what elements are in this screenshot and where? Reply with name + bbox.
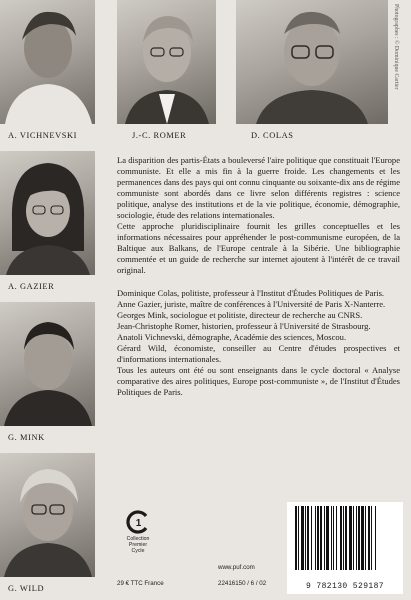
- publisher-url: www.puf.com: [218, 564, 255, 571]
- author-bio-mink: Georges Mink, sociologue et politiste, directeur de recherche au CNRS.: [117, 309, 363, 320]
- logo-letter: 1: [135, 518, 142, 529]
- barcode: [287, 502, 403, 594]
- caption-mink: G. MINK: [8, 433, 45, 442]
- back-cover-text: [117, 155, 400, 398]
- portrait-romer: [117, 0, 216, 124]
- collection-c-icon: [126, 510, 150, 534]
- price: 29 € TTC France: [117, 580, 164, 587]
- portrait-wild: [0, 453, 95, 577]
- caption-wild: G. WILD: [8, 584, 45, 593]
- photo-wild: [0, 453, 95, 577]
- logo-line-3: Cycle: [131, 548, 145, 554]
- collection-logo: [117, 510, 159, 570]
- summary-paragraph-2: Cette approche pluridisciplinaire fournit les grilles conceptuelles et les informations nécessaires pour appréhender le post-communisme européen, de la Baltique aux Balkans, de l'Europe centrale à la Sibérie. Une bibliographie commentée et un guide de recherche sur internet ajoutent à l'intérêt de ce travail original.: [117, 221, 400, 276]
- caption-vichnevski: A. VICHNEVSKI: [8, 131, 78, 140]
- authors-teaching-note: Tous les auteurs ont été ou sont enseignants dans le cycle doctoral « Analyse comparative des aires politiques, Europe post-communiste », de l'Institut d'Études Politiques de Paris.: [117, 364, 400, 397]
- summary-paragraph-1: La disparition des partis-États a bouleversé l'aire politique que constituait l'Europe communiste. Et elle a mis fin à la guerre froide. Les changements et les permanences dans des pays qui ont connu cinquante ou soixante-dix ans de régime communiste sont abordés dans ce livre selon différents registres : science politique, analyse des institutions et de la vie politique, économie, démographie, sociologie, étude des relations internationales.: [117, 155, 400, 221]
- logo-text: [117, 536, 159, 554]
- portrait-colas: [236, 0, 388, 124]
- photo-mink: [0, 302, 95, 426]
- portrait-mink: [0, 302, 95, 426]
- photo-colas: [236, 0, 388, 124]
- barcode-bars-icon: [293, 506, 397, 572]
- author-bio-colas: Dominique Colas, politiste, professeur à l'Institut d'Études Politiques de Paris.: [117, 287, 385, 298]
- author-bio-vichnevski: Anatoli Vichnevski, démographe, Académie des sciences, Moscou.: [117, 331, 347, 342]
- photo-romer: [117, 0, 216, 124]
- reference-number: 22416150 / 6 / 02: [218, 580, 267, 587]
- barcode-number: 9 782130 529187: [305, 582, 384, 591]
- caption-colas: D. COLAS: [251, 131, 294, 140]
- author-bio-wild: Gérard Wild, économiste, conseiller au Centre d'études prospectives et d'informations internationales.: [117, 342, 400, 364]
- paragraph-gap: [117, 277, 400, 288]
- photo-gazier: [0, 151, 95, 275]
- photo-credit: Photographes : © Dominique Cartier: [393, 4, 399, 90]
- logo-line-2: Premier: [128, 542, 148, 548]
- photo-vichnevski: [0, 0, 95, 124]
- portrait-gazier: [0, 151, 95, 275]
- logo-line-1: Collection: [126, 536, 150, 542]
- caption-romer: J.-C. ROMER: [132, 131, 187, 140]
- caption-gazier: A. GAZIER: [8, 282, 55, 291]
- portrait-vichnevski: [0, 0, 95, 124]
- author-bio-gazier: Anne Gazier, juriste, maître de conférences à l'Université de Paris X-Nanterre.: [117, 298, 386, 309]
- author-bio-romer: Jean-Christophe Romer, historien, professeur à l'Université de Strasbourg.: [117, 320, 371, 331]
